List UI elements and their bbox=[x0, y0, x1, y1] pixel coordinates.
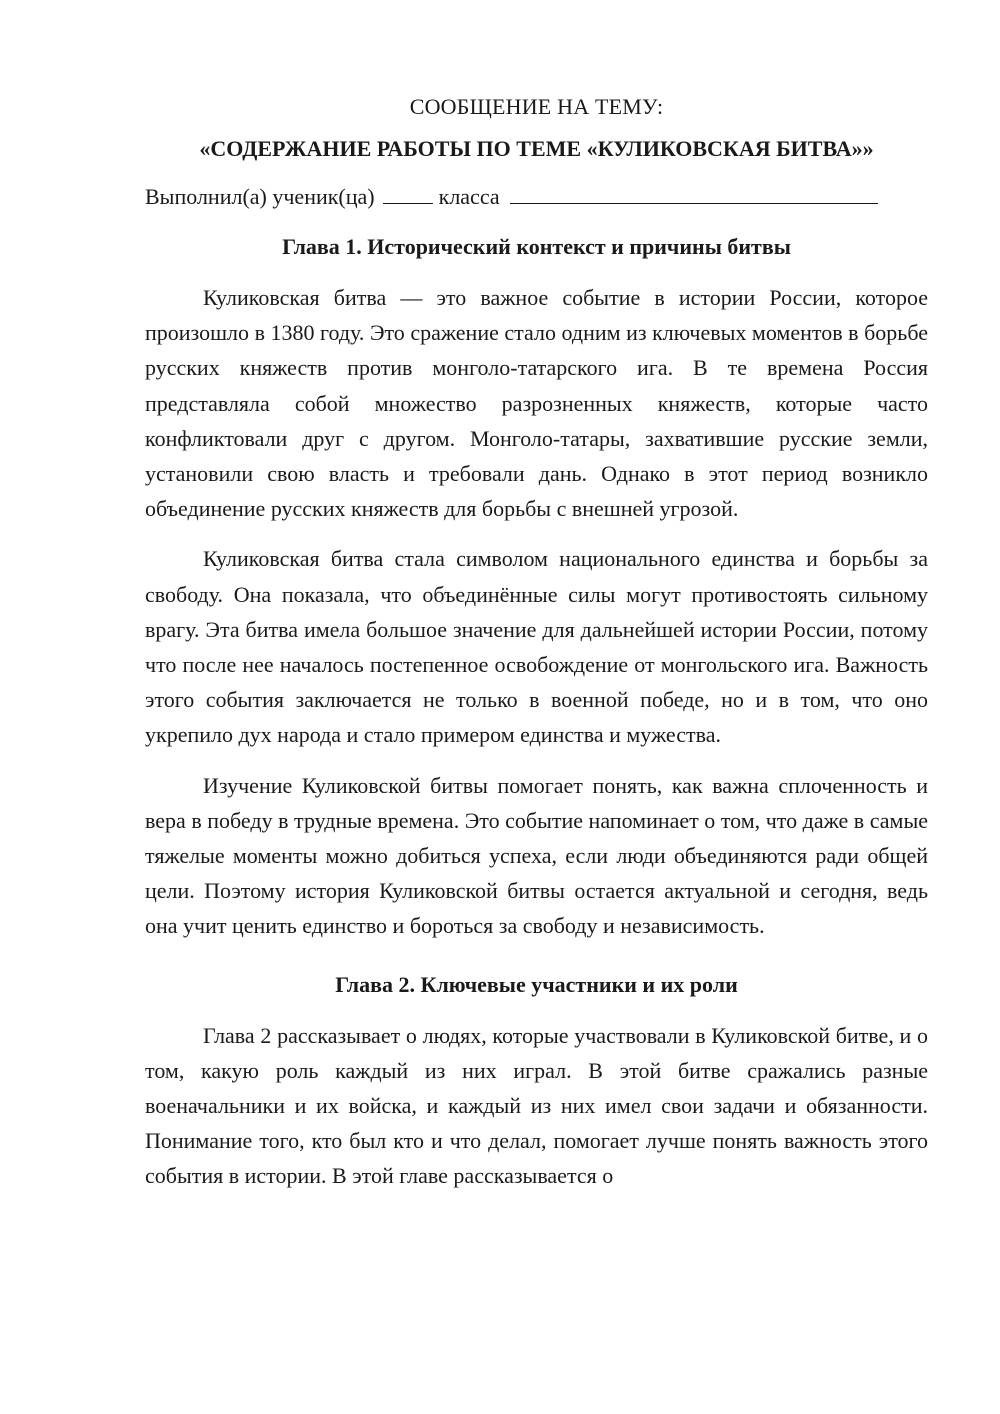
author-line bbox=[145, 182, 928, 212]
chapter-1-paragraph: Куликовская битва стала символом национального единства и борьбы за свободу. Она показала, что объединённые силы могут противостоять сильному врагу. Эта битва имела большое значение для дальнейшей истории России, потому что после нее началось постепенное освобождение от монгольского ига. Важность этого события заключается не только в военной победе, но и в том, что оно укрепило дух народа и стало примером единства и мужества. bbox=[145, 546, 928, 748]
student-name-blank bbox=[510, 183, 878, 204]
author-performed-label: Выполнил(а) ученик(ца) bbox=[145, 184, 375, 209]
class-number-blank bbox=[383, 183, 433, 204]
chapter-1-paragraph: Куликовская битва — это важное событие в истории России, которое произошло в 1380 году. Это сражение стало одним из ключевых моментов в борьбе русских княжеств против монголо-татарского ига. В те времена Россия представляла собой множество разрозненных княжеств, которые часто конфликтовали друг с другом. Монголо-татары, захватившие русские земли, установили свою власть и требовали дань. Однако в этот период возникло объединение русских княжеств для борьбы с внешней угрозой. bbox=[145, 285, 928, 522]
chapter-2-title: Глава 2. Ключевые участники и их роли bbox=[335, 971, 738, 997]
chapter-2-paragraph: Глава 2 рассказывает о людях, которые участвовали в Куликовской битве, и о том, какую роль каждый из них играл. В этой битве сражались разные военачальники и их войска, и каждый из них имел свои задачи и обязанности. Понимание того, кто был кто и что делал, помогает лучше понять важность этого события в истории. В этой главе рассказывается о bbox=[145, 1022, 928, 1189]
document-page bbox=[145, 92, 928, 1209]
chapter-1-title: Глава 1. Исторический контекст и причины битвы bbox=[282, 234, 791, 259]
document-heading: СООБЩЕНИЕ НА ТЕМУ: bbox=[409, 94, 664, 119]
author-class-label: класса bbox=[438, 184, 500, 209]
chapter-1-paragraph: Изучение Куликовской битвы помогает понять, как важна сплоченность и вера в победу в трудные времена. Это событие напоминает о том, что даже в самые тяжелые моменты можно добиться успеха, если люди объединяются ради общей цели. Поэтому история Куликовской битвы остается актуальной и сегодня, ведь она учит ценить единство и бороться за свободу и независимость. bbox=[145, 772, 928, 939]
document-topic-title: «СОДЕРЖАНИЕ РАБОТЫ ПО ТЕМЕ «КУЛИКОВСКАЯ БИТВА»» bbox=[199, 136, 874, 161]
